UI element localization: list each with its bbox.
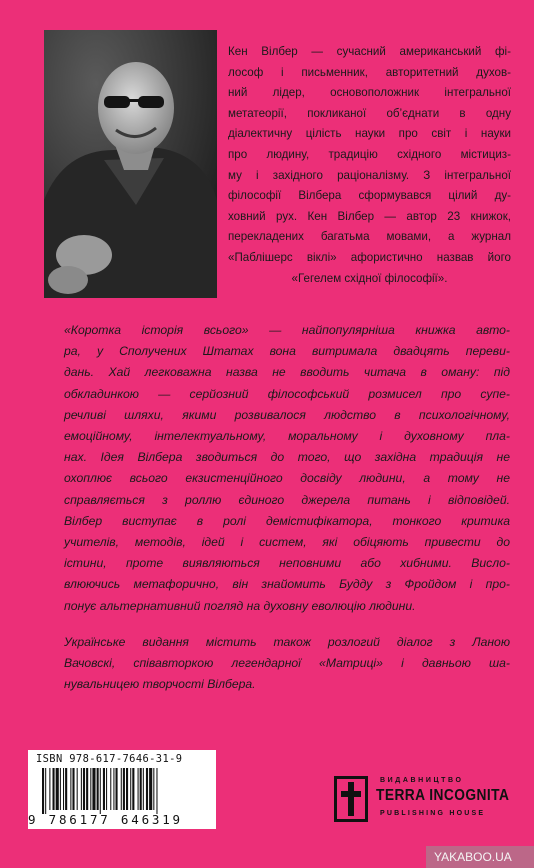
bio-line: діалектичну цілість науки про світ і науки <box>228 127 511 141</box>
cross-icon <box>334 776 368 822</box>
bio-line: філософії Вілбера сформувався цілий ду- <box>228 189 511 203</box>
description-line: понує альтернативний погляд на духовну еволюцію людини. <box>64 598 416 613</box>
description-line: влюючись метафорично, він знайомить Будду з Фройдом і про- <box>64 577 510 592</box>
description-line: охоплює всього екзистенційного досвіду людини, а тому не <box>64 471 510 486</box>
publisher-bottom-text: PUBLISHING HOUSE <box>380 810 486 817</box>
description-line: істини, проте виявляються неповними або хибними. Висло- <box>64 556 510 571</box>
author-bio <box>228 42 511 289</box>
publisher-logo <box>334 774 510 824</box>
bio-line: «Гегелем східної філософії». <box>291 271 448 285</box>
description-line: емоційному, інтелектуальному, моральному і духовному пла- <box>64 429 510 444</box>
description-line: нах. Ідея Вілбера зводиться до того, що західна традиція не <box>64 450 510 465</box>
description-line: «Коротка історія всього» — найпопулярніша книжка авто- <box>64 323 510 337</box>
bio-line: «Паблішерс віклі» афористично назвав його <box>228 250 511 264</box>
book-description <box>64 320 510 617</box>
publisher-top-text: ВИДАВНИЦТВО <box>380 777 464 784</box>
watermark: YAKABOO.UA <box>426 846 534 868</box>
author-photo <box>44 30 217 298</box>
description-line: обкладинкою — серйозний філософський розмисел про супе- <box>64 386 510 401</box>
edition-line: Вачовскі, співавторкою легендарної «Матриці» і давньою ша- <box>64 656 510 671</box>
description-line: ра, у Сполучених Штатах вона витримала двадцять переви- <box>64 344 510 359</box>
description-line: речливі шляхи, якими розвивалося людство в психологічному, <box>64 407 510 422</box>
bio-line: про людину, традицію східного містициз- <box>228 147 511 161</box>
publisher-name: TERRA INCOGNITA <box>376 787 510 804</box>
description-line: справляється з роллю єдиного джерела питань і відповідей. <box>64 492 510 507</box>
bio-line: ховний рух. Кен Вілбер — автор 23 книжок, <box>228 209 511 223</box>
edition-note <box>64 632 510 696</box>
description-line: дань. Хай легковажна назва не вводить читача в оману: під <box>64 365 510 380</box>
edition-line: нувальницею творчості Вілбера. <box>64 677 256 692</box>
bio-line: му і західного раціоналізму. З інтегральної <box>228 168 511 182</box>
edition-line: Українське видання містить також розлогий діалог з Ланою <box>64 635 510 649</box>
isbn-label: ISBN 978-617-7646-31-9 <box>36 753 183 765</box>
isbn-barcode <box>28 750 216 829</box>
barcode-number: 9 786177 646319 <box>28 812 183 827</box>
bio-line: ний лідер, основоположник інтегральної <box>228 86 511 100</box>
bio-line: перекладених багатьма мовами, а журнал <box>228 230 511 244</box>
description-line: учителів, методів, ідей і систем, які обіцяють привести до <box>64 535 510 550</box>
bio-line: Кен Вілбер — сучасний американський фі- <box>228 45 511 58</box>
barcode-bars <box>42 768 206 814</box>
bio-line: метатеорії, покликаної об’єднати в одну <box>228 106 511 120</box>
description-line: Вілбер виступає в ролі демістифікатора, тонкого критика <box>64 513 510 528</box>
bio-line: лософ і письменник, авторитетний духов- <box>228 65 511 79</box>
